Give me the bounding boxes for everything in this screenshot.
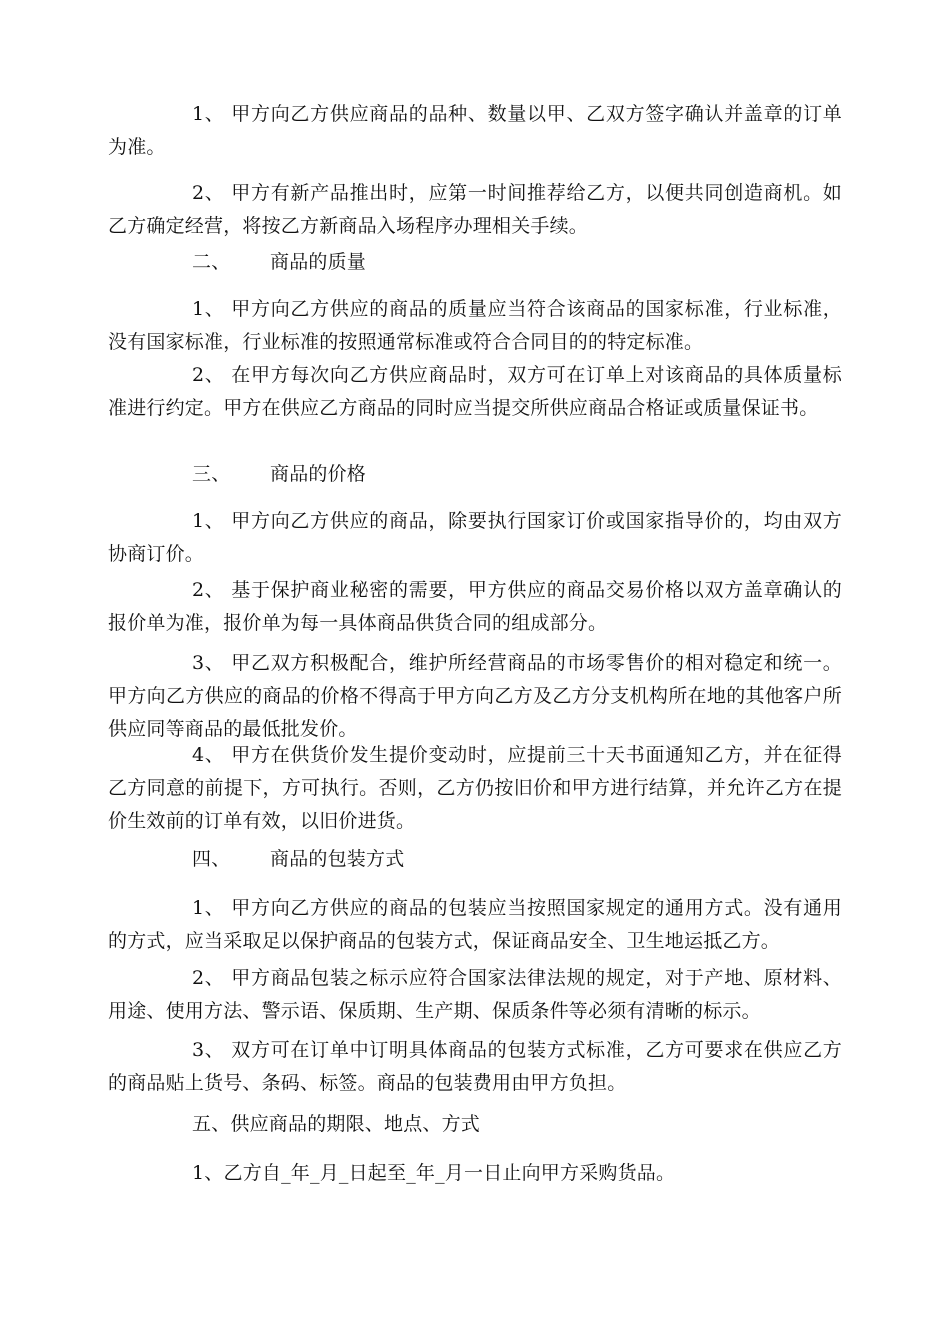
paragraph-12: 1、乙方自_年_月_日起至_年_月一日止向甲方采购货品。 <box>192 1162 676 1184</box>
paragraph-1: 1、 甲方向乙方供应商品的品种、数量以甲、乙双方签字确认并盖章的订单为准。 <box>108 103 842 158</box>
section-title: 商品的质量 <box>270 251 367 273</box>
section-heading-price <box>108 458 842 491</box>
section-heading-packaging <box>108 843 842 876</box>
paragraph-5: 1、 甲方向乙方供应的商品，除要执行国家订价或国家指导价的，均由双方协商订价。 <box>108 510 842 565</box>
section-title: 商品的价格 <box>270 463 367 485</box>
section-number: 三、 <box>192 463 231 485</box>
paragraph-2: 2、 甲方有新产品推出时，应第一时间推荐给乙方，以便共同创造商机。如乙方确定经营，将按乙方新商品入场程序办理相关手续。 <box>108 182 842 237</box>
section-title: 商品的包装方式 <box>270 848 405 870</box>
section-number: 四、 <box>192 848 231 870</box>
paragraph-9: 1、 甲方向乙方供应的商品的包装应当按照国家规定的通用方式。没有通用的方式，应当采取足以保护商品的包装方式，保证商品安全、卫生地运抵乙方。 <box>108 897 842 952</box>
section-heading-supply-terms: 五、供应商品的期限、地点、方式 <box>192 1113 481 1135</box>
section-number: 二、 <box>192 251 231 273</box>
paragraph-6: 2、 基于保护商业秘密的需要，甲方供应的商品交易价格以双方盖章确认的报价单为准，报价单为每一具体商品供货合同的组成部分。 <box>108 579 842 634</box>
paragraph-8: 4、 甲方在供货价发生提价变动时，应提前三十天书面通知乙方，并在征得乙方同意的前提下，方可执行。否则，乙方仍按旧价和甲方进行结算，并允许乙方在提价生效前的订单有效，以旧价进货。 <box>108 744 842 832</box>
section-heading-quality <box>108 246 842 279</box>
paragraph-3: 1、 甲方向乙方供应的商品的质量应当符合该商品的国家标准，行业标准，没有国家标准，行业标准的按照通常标准或符合合同目的的特定标准。 <box>108 298 842 353</box>
paragraph-11: 3、 双方可在订单中订明具体商品的包装方式标准，乙方可要求在供应乙方的商品贴上货号、条码、标签。商品的包装费用由甲方负担。 <box>108 1039 842 1094</box>
paragraph-10: 2、 甲方商品包装之标示应符合国家法律法规的规定，对于产地、原材料、用途、使用方法、警示语、保质期、生产期、保质条件等必须有清晰的标示。 <box>108 967 842 1022</box>
paragraph-7: 3、 甲乙双方积极配合，维护所经营商品的市场零售价的相对稳定和统一。甲方向乙方供应的商品的价格不得高于甲方向乙方及乙方分支机构所在地的其他客户所供应同等商品的最低批发价。 <box>108 652 842 740</box>
paragraph-4: 2、 在甲方每次向乙方供应商品时，双方可在订单上对该商品的具体质量标准进行约定。甲方在供应乙方商品的同时应当提交所供应商品合格证或质量保证书。 <box>108 364 842 419</box>
